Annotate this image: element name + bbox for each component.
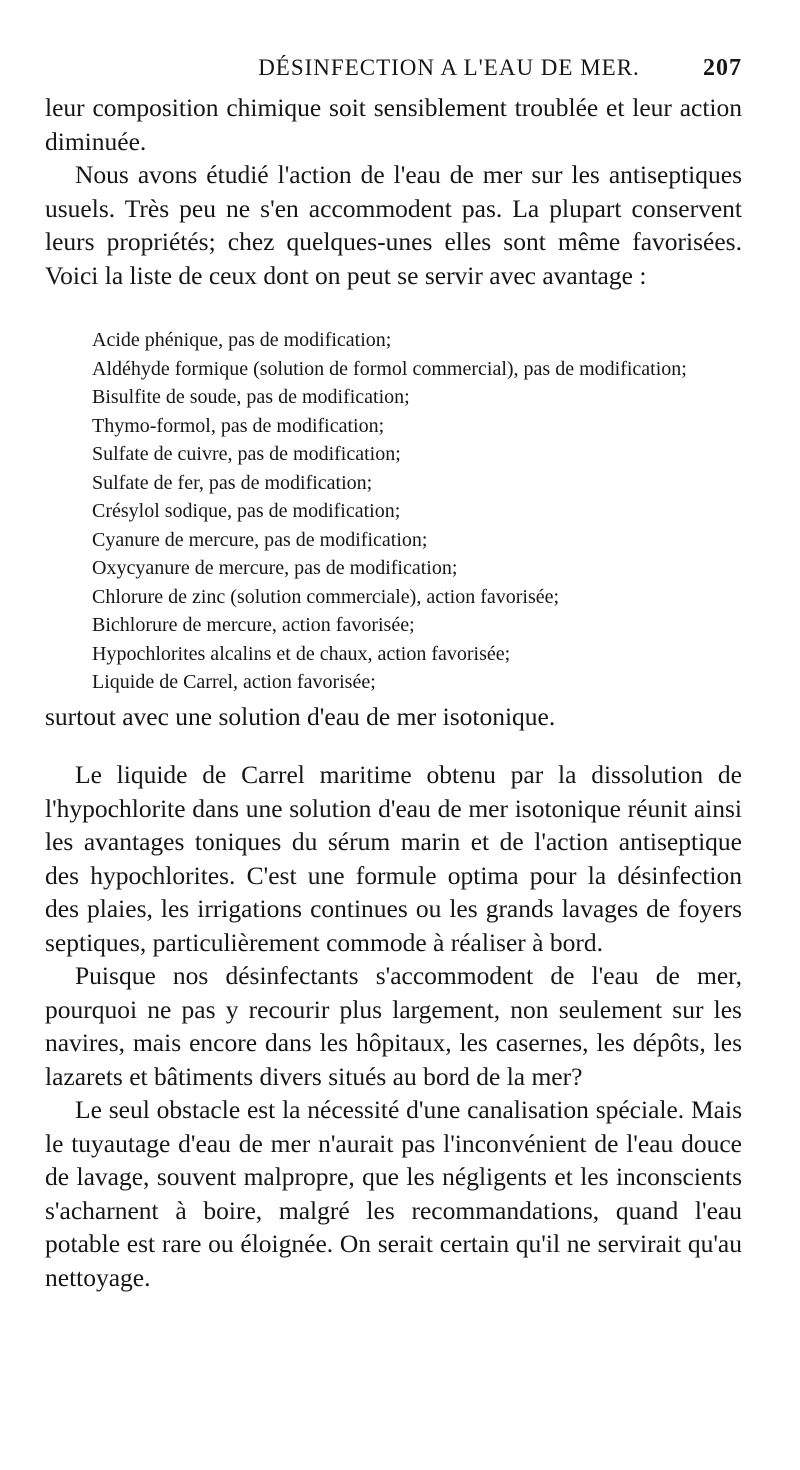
antiseptic-list [92, 326, 752, 697]
list-item: Hypochlorites alcalins et de chaux, action favorisée; [92, 642, 511, 665]
paragraph-obstacle: Le seul obstacle est la nécessité d'une canalisation spéciale. Mais le tuyautage d'eau de mer n'aurait pas l'inconvénient de l'eau douce de lavage, souvent malpropre, que les négligents et les inconscients s'acharnent à boire, malgré les recommandations, quand l'eau potable est rare ou éloignée. On serait certain qu'il ne servirait qu'au nettoyage. [45, 1095, 742, 1292]
running-title: DÉSINFECTION A L'EAU DE MER. [258, 55, 640, 80]
list-item: Bichlorure de mercure, action favorisée; [92, 614, 415, 636]
list-item: Acide phénique, pas de modification; [92, 329, 392, 351]
paragraph-antiseptics-intro: Nous avons étudié l'action de l'eau de mer sur les antiseptiques usuels. Très peu ne s'en accommodent pas. La plupart conservent leurs propriétés; chez quelques-unes elles sont même favorisées. Voici la liste de ceux dont on peut se servir avec avantage : [45, 160, 742, 290]
page-number: 207 [703, 54, 742, 81]
list-item: Bisulfite de soude, pas de modification; [92, 386, 410, 408]
after-list-section [45, 700, 742, 734]
list-item: Cyanure de mercure, pas de modification; [92, 528, 428, 551]
body-section [45, 758, 742, 1294]
page-header [45, 48, 742, 88]
list-item: Liquide de Carrel, action favorisée; [92, 671, 376, 693]
list-item: Sulfate de cuivre, pas de modification; [92, 443, 401, 465]
after-list-line: surtout avec une solution d'eau de mer isotonique. [45, 702, 556, 731]
paragraph-puisque: Puisque nos désinfectants s'accommodent de l'eau de mer, pourquoi ne pas y recourir plus largement, non seulement sur les navires, mais encore dans les hôpitaux, les casernes, les dépôts, les lazarets et bâtiments divers situés au bord de la mer? [45, 961, 742, 1091]
list-item: Thymo-formol, pas de modification; [92, 414, 385, 437]
list-item: Sulfate de fer, pas de modification; [92, 471, 373, 494]
list-item: Oxycyanure de mercure, pas de modification; [92, 557, 458, 579]
paragraph-continuation: leur composition chimique soit sensiblement troublée et leur action diminuée. [45, 93, 742, 156]
list-item: Aldéhyde formique (solution de formol commercial), pas de modification; [92, 357, 687, 380]
list-item: Chlorure de zinc (solution commerciale), action favorisée; [92, 585, 560, 608]
intro-section [45, 91, 742, 292]
list-item: Crésylol sodique, pas de modification; [92, 500, 401, 522]
paragraph-carrel: Le liquide de Carrel maritime obtenu par la dissolution de l'hypochlorite dans une solution d'eau de mer isotonique réunit ainsi les avantages toniques du sérum marin et de l'action antiseptique des hypochlorites. C'est une formule optima pour la désinfection des plaies, les irrigations continues ou les grands lavages de foyers septiques, particulièrement commode à réaliser à bord. [45, 760, 742, 957]
